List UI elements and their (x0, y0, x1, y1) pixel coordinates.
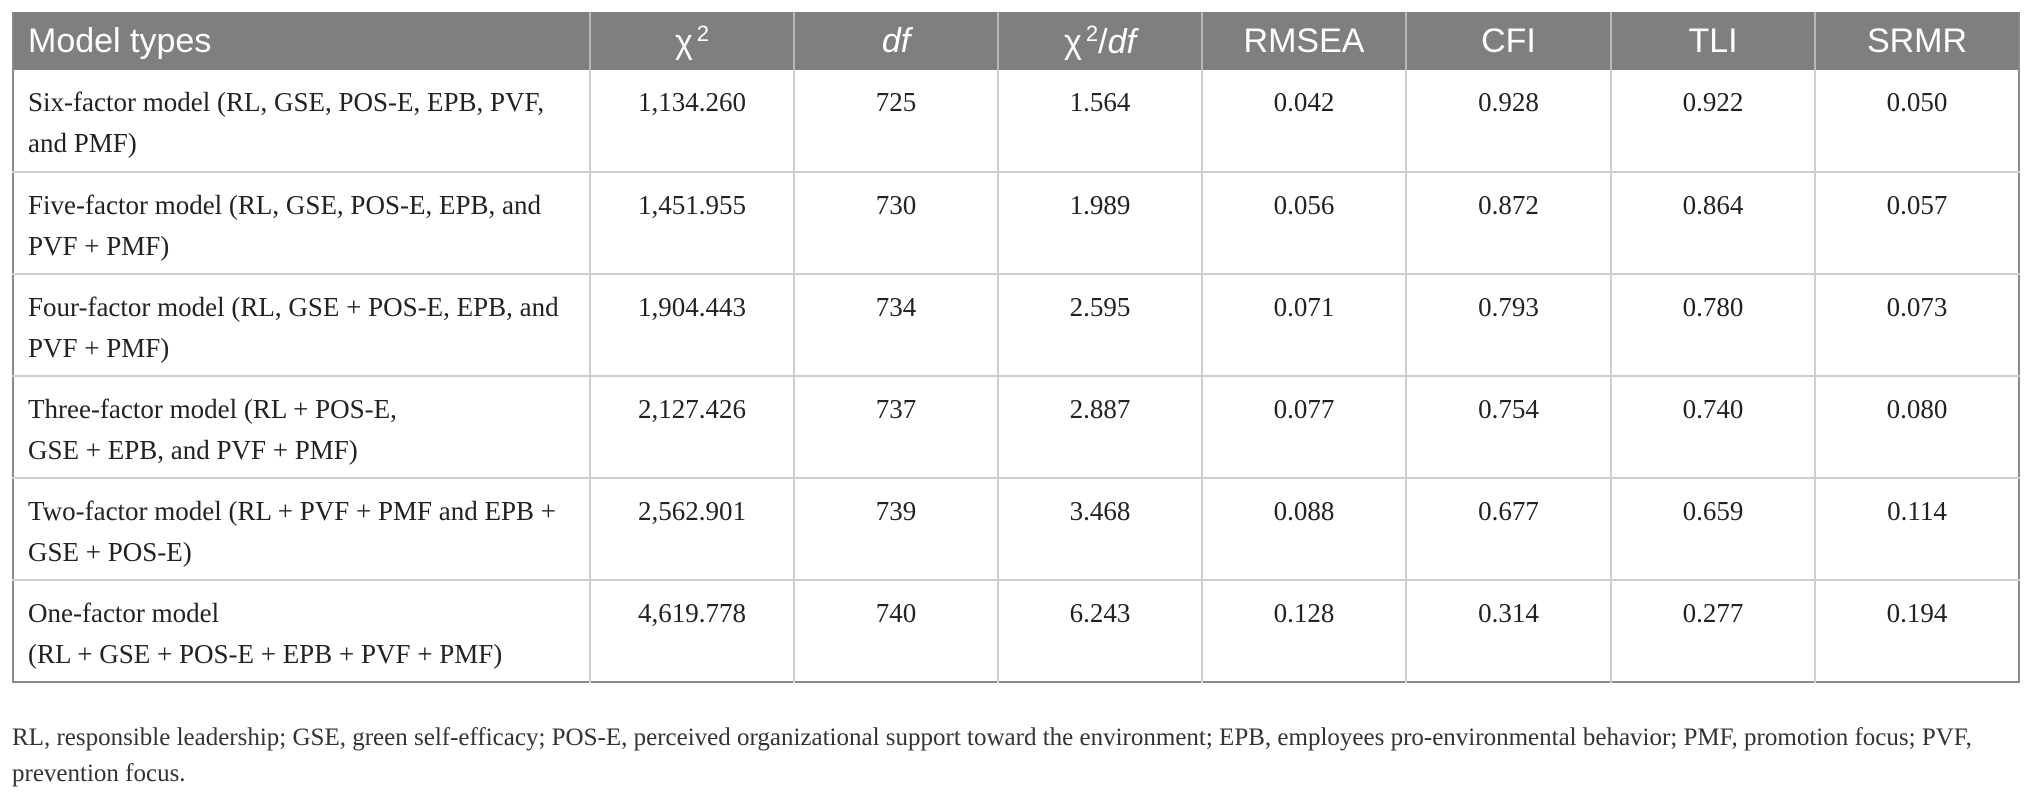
chi-square-df-cell: 3.468 (998, 478, 1202, 580)
df-cell: 740 (794, 580, 998, 682)
srmr-cell: 0.073 (1815, 274, 2019, 376)
tli-cell: 0.780 (1611, 274, 1815, 376)
rmsea-cell: 0.088 (1202, 478, 1406, 580)
srmr-cell: 0.114 (1815, 478, 2019, 580)
chi-square-cell: 2,562.901 (590, 478, 794, 580)
cfi-cell: 0.754 (1406, 376, 1611, 478)
header-cfi: CFI (1406, 12, 1611, 70)
model-type-line: GSE + EPB, and PVF + PMF) (28, 435, 358, 465)
model-type-line: One-factor model (28, 598, 220, 628)
srmr-cell: 0.080 (1815, 376, 2019, 478)
chi-square-cell: 1,134.260 (590, 70, 794, 172)
tli-cell: 0.922 (1611, 70, 1815, 172)
header-chi-square-df: χ $^2$/df (998, 12, 1202, 70)
model-type-line: Three-factor model (RL + POS-E, (28, 394, 397, 424)
cfi-cell: 0.677 (1406, 478, 1611, 580)
df-cell: 725 (794, 70, 998, 172)
df-cell: 730 (794, 172, 998, 274)
header-tli: TLI (1611, 12, 1815, 70)
model-type-cell (13, 580, 590, 682)
rmsea-cell: 0.071 (1202, 274, 1406, 376)
cfi-cell: 0.314 (1406, 580, 1611, 682)
cfi-cell: 0.872 (1406, 172, 1611, 274)
header-model-types: Model types (13, 12, 590, 70)
table-row (13, 580, 2019, 682)
tli-cell: 0.740 (1611, 376, 1815, 478)
srmr-cell: 0.194 (1815, 580, 2019, 682)
table-row (13, 376, 2019, 478)
chi-square-cell: 4,619.778 (590, 580, 794, 682)
table-row (13, 274, 2019, 376)
df-cell: 734 (794, 274, 998, 376)
model-type-cell: Four-factor model (RL, GSE + POS-E, EPB, and PVF + PMF) (13, 274, 590, 376)
table-row (13, 172, 2019, 274)
chi-square-cell: 1,451.955 (590, 172, 794, 274)
rmsea-cell: 0.077 (1202, 376, 1406, 478)
rmsea-cell: 0.056 (1202, 172, 1406, 274)
df-cell: 737 (794, 376, 998, 478)
table-row (13, 70, 2019, 172)
model-type-line: (RL + GSE + POS-E + EPB + PVF + PMF) (28, 639, 503, 669)
tli-cell: 0.864 (1611, 172, 1815, 274)
chi-square-df-cell: 1.989 (998, 172, 1202, 274)
chi-square-df-cell: 6.243 (998, 580, 1202, 682)
chi-square-df-cell: 1.564 (998, 70, 1202, 172)
table-footnote: RL, responsible leadership; GSE, green self-efficacy; POS-E, perceived organizational support toward the environment; EPB, employees pro-environmental behavior; PMF, promotion focus; PVF, prevention focus. (12, 724, 1972, 787)
table-row (13, 478, 2019, 580)
cfi-cell: 0.793 (1406, 274, 1611, 376)
tli-cell: 0.277 (1611, 580, 1815, 682)
model-fit-table (12, 12, 2020, 683)
header-chi-square: χ $^2$ (590, 12, 794, 70)
chi-square-cell: 2,127.426 (590, 376, 794, 478)
header-row (13, 12, 2019, 70)
srmr-cell: 0.050 (1886, 87, 1948, 117)
model-type-cell: Two-factor model (RL + PVF + PMF and EPB + GSE + POS-E) (13, 478, 590, 580)
rmsea-cell: 0.128 (1202, 580, 1406, 682)
tli-cell: 0.659 (1611, 478, 1815, 580)
cfi-cell: 0.928 (1406, 70, 1611, 172)
model-type-cell (13, 376, 590, 478)
model-type-cell: Six-factor model (RL, GSE, POS-E, EPB, PVF, and PMF) (13, 70, 590, 172)
chi-square-df-cell: 2.887 (998, 376, 1202, 478)
model-type-cell: Five-factor model (RL, GSE, POS-E, EPB, and PVF + PMF) (13, 172, 590, 274)
header-rmsea: RMSEA (1202, 12, 1406, 70)
chi-square-cell: 1,904.443 (590, 274, 794, 376)
srmr-cell: 0.057 (1815, 172, 2019, 274)
rmsea-cell: 0.042 (1202, 70, 1406, 172)
df-cell: 739 (794, 478, 998, 580)
chi-square-df-cell: 2.595 (998, 274, 1202, 376)
header-srmr: SRMR (1815, 12, 2019, 70)
header-df: df (794, 12, 998, 70)
